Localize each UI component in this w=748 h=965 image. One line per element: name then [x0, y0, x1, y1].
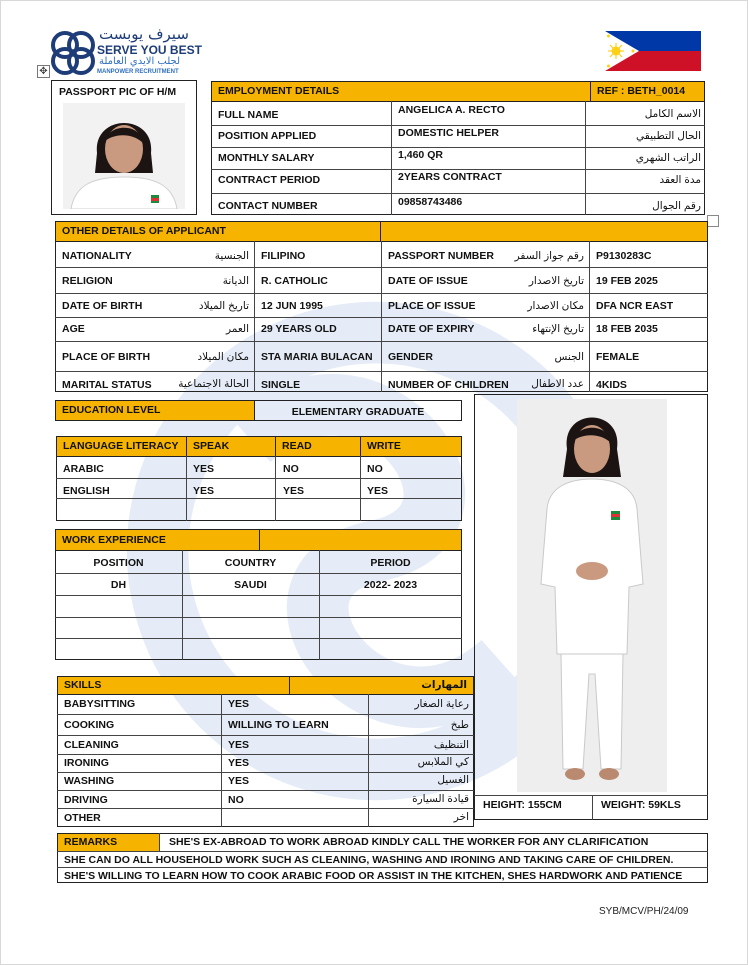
- position-applied-arabic: الحال التطبيقي: [636, 131, 701, 142]
- language-english: ENGLISH: [63, 486, 110, 497]
- skill-cooking-arabic: طبخ: [450, 720, 469, 731]
- remarks-header: REMARKS: [57, 833, 160, 852]
- full-name-label: FULL NAME: [218, 110, 279, 121]
- company-tagline: MANPOWER RECRUITMENT: [97, 69, 179, 75]
- passport-number-label: PASSPORT NUMBER: [388, 251, 494, 262]
- date-of-issue-value: 19 FEB 2025: [596, 276, 658, 287]
- contract-period-arabic: مدة العقد: [659, 175, 701, 186]
- skill-cleaning-value: YES: [228, 740, 250, 751]
- place-of-issue-arabic: مكان الاصدار: [527, 301, 584, 312]
- skill-washing-label: WASHING: [64, 776, 115, 787]
- skill-washing-value: YES: [228, 776, 250, 787]
- date-of-birth-arabic: تاريخ الميلاد: [198, 301, 249, 312]
- other-details-header: OTHER DETAILS OF APPLICANT: [55, 221, 381, 242]
- skill-cooking-value: WILLING TO LEARN: [228, 720, 329, 731]
- date-of-issue-arabic: تاريخ الاصدار: [528, 276, 584, 287]
- nationality-label: NATIONALITY: [62, 251, 132, 262]
- remarks-line-2: SHE CAN DO ALL HOUSEHOLD WORK SUCH AS CLEANING, WASHING AND IRONING AND TAKING CARE OF CHILDREN.: [64, 855, 674, 866]
- write-header: WRITE: [360, 436, 462, 457]
- number-of-children-label: NUMBER OF CHILDREN: [388, 380, 509, 391]
- english-speak: YES: [193, 486, 215, 497]
- skill-ironing-value: YES: [228, 758, 250, 769]
- company-logo: [49, 25, 202, 79]
- philippine-flag-icon: [605, 31, 701, 71]
- place-of-birth-value: STA MARIA BULACAN: [261, 352, 373, 363]
- religion-label: RELIGION: [62, 276, 113, 287]
- remarks-line-3: SHE'S WILLING TO LEARN HOW TO COOK ARABIC FOOD OR ASSIST IN THE KITCHEN, SHES HARDWORK AND PATIENCE: [64, 871, 683, 882]
- skill-washing-arabic: الغسيل: [437, 775, 469, 786]
- footer-code: SYB/MCV/PH/24/09: [599, 906, 689, 917]
- contract-period-value: 2YEARS CONTRACT: [398, 172, 502, 183]
- skill-driving-label: DRIVING: [64, 795, 108, 806]
- marital-status-label: MARITAL STATUS: [62, 380, 152, 391]
- skill-other-arabic: اخر: [453, 812, 469, 823]
- nationality-value: FILIPINO: [261, 251, 306, 262]
- age-arabic: العمر: [225, 324, 249, 335]
- arabic-speak: YES: [193, 464, 215, 475]
- full-name-arabic: الاسم الكامل: [644, 109, 701, 120]
- skill-driving-value: NO: [228, 795, 244, 806]
- monthly-salary-value: 1,460 QR: [398, 150, 443, 161]
- contact-number-label: CONTACT NUMBER: [218, 201, 318, 212]
- work-position-value: DH: [110, 580, 127, 591]
- marital-status-arabic: الحالة الاجتماعية: [178, 379, 249, 390]
- speak-header: SPEAK: [186, 436, 276, 457]
- position-applied-label: POSITION APPLIED: [218, 131, 317, 142]
- number-of-children-arabic: عدد الاطفال: [531, 379, 584, 390]
- work-experience-header-right: [259, 529, 462, 551]
- age-value: 29 YEARS OLD: [261, 324, 337, 335]
- gender-label: GENDER: [388, 352, 433, 363]
- passport-photo: [63, 103, 185, 209]
- company-name: SERVE YOU BEST: [97, 43, 202, 57]
- read-header: READ: [275, 436, 361, 457]
- english-write: YES: [367, 486, 389, 497]
- skill-cleaning-label: CLEANING: [64, 740, 119, 751]
- skill-babysitting-value: YES: [228, 699, 250, 710]
- number-of-children-value: 4KIDS: [596, 380, 627, 391]
- age-label: AGE: [62, 324, 85, 335]
- language-table: [56, 456, 462, 521]
- religion-value: R. CATHOLIC: [261, 276, 328, 287]
- work-period-value: 2022- 2023: [363, 580, 418, 591]
- skill-babysitting-arabic: رعاية الصغار: [414, 699, 469, 710]
- language-literacy-header: LANGUAGE LITERACY: [56, 436, 187, 457]
- skills-header-arabic: المهارات: [289, 676, 474, 695]
- gender-value: FEMALE: [596, 352, 640, 363]
- weight-value: WEIGHT: 59KLS: [601, 800, 681, 811]
- monthly-salary-arabic: الراتب الشهري: [635, 153, 701, 164]
- country-column-header: COUNTRY: [224, 558, 277, 569]
- education-level-header: EDUCATION LEVEL: [55, 400, 255, 421]
- language-arabic: ARABIC: [63, 464, 104, 475]
- table-resize-handle[interactable]: [707, 215, 719, 227]
- position-column-header: POSITION: [93, 558, 144, 569]
- education-level-value: ELEMENTARY GRADUATE: [291, 407, 425, 418]
- skill-ironing-label: IRONING: [64, 758, 109, 769]
- company-arabic-tagline: لجلب الايدي العاملة: [99, 56, 181, 67]
- company-arabic-name: سيرف يوبست: [99, 25, 189, 43]
- move-handle-icon[interactable]: ✥: [37, 65, 50, 78]
- contact-number-value: 09858743486: [398, 197, 463, 208]
- date-of-expiry-arabic: تاريخ الإنتهاء: [532, 324, 584, 335]
- position-applied-value: DOMESTIC HELPER: [398, 128, 499, 139]
- place-of-issue-label: PLACE OF ISSUE: [388, 301, 476, 312]
- skills-header: SKILLS: [57, 676, 290, 695]
- serve-you-best-logo-icon: [49, 27, 97, 79]
- english-read: YES: [283, 486, 305, 497]
- date-of-expiry-label: DATE OF EXPIRY: [388, 324, 475, 335]
- passport-pic-label: PASSPORT PIC OF H/M: [59, 87, 177, 98]
- skill-driving-arabic: قيادة السيارة: [412, 794, 469, 805]
- nationality-arabic: الجنسية: [214, 251, 249, 262]
- passport-number-value: P9130283C: [596, 251, 652, 262]
- monthly-salary-label: MONTHLY SALARY: [218, 153, 315, 164]
- date-of-birth-label: DATE OF BIRTH: [62, 301, 143, 312]
- contact-number-arabic: رقم الجوال: [652, 201, 701, 212]
- date-of-birth-value: 12 JUN 1995: [261, 301, 323, 312]
- period-column-header: PERIOD: [370, 558, 411, 569]
- arabic-read: NO: [283, 464, 299, 475]
- skill-cleaning-arabic: التنظيف: [433, 740, 469, 751]
- work-country-value: SAUDI: [234, 580, 267, 591]
- contract-period-label: CONTRACT PERIOD: [218, 175, 321, 186]
- height-value: HEIGHT: 155CM: [483, 800, 562, 811]
- remarks-line-1: SHE'S EX-ABROAD TO WORK ABROAD KINDLY CALL THE WORKER FOR ANY CLARIFICATION: [169, 837, 649, 848]
- place-of-birth-label: PLACE OF BIRTH: [62, 352, 151, 363]
- skill-other-label: OTHER: [64, 813, 101, 824]
- date-of-expiry-value: 18 FEB 2035: [596, 324, 658, 335]
- skill-cooking-label: COOKING: [64, 720, 115, 731]
- full-name-value: ANGELICA A. RECTO: [398, 105, 505, 116]
- gender-arabic: الجنس: [554, 352, 584, 363]
- date-of-issue-label: DATE OF ISSUE: [388, 276, 468, 287]
- full-body-photo: [517, 399, 667, 792]
- employment-details-header: EMPLOYMENT DETAILS: [211, 81, 591, 102]
- skill-babysitting-label: BABYSITTING: [64, 699, 136, 710]
- place-of-birth-arabic: مكان الميلاد: [197, 352, 249, 363]
- ref-number: REF : BETH_0014: [590, 81, 705, 102]
- religion-arabic: الديانة: [222, 276, 249, 287]
- other-details-header-right: [380, 221, 708, 242]
- arabic-write: NO: [367, 464, 383, 475]
- marital-status-value: SINGLE: [261, 380, 301, 391]
- passport-number-arabic: رقم جواز السفر: [514, 251, 584, 262]
- skill-ironing-arabic: كي الملابس: [417, 757, 469, 768]
- place-of-issue-value: DFA NCR EAST: [596, 301, 674, 312]
- work-experience-header: WORK EXPERIENCE: [55, 529, 260, 551]
